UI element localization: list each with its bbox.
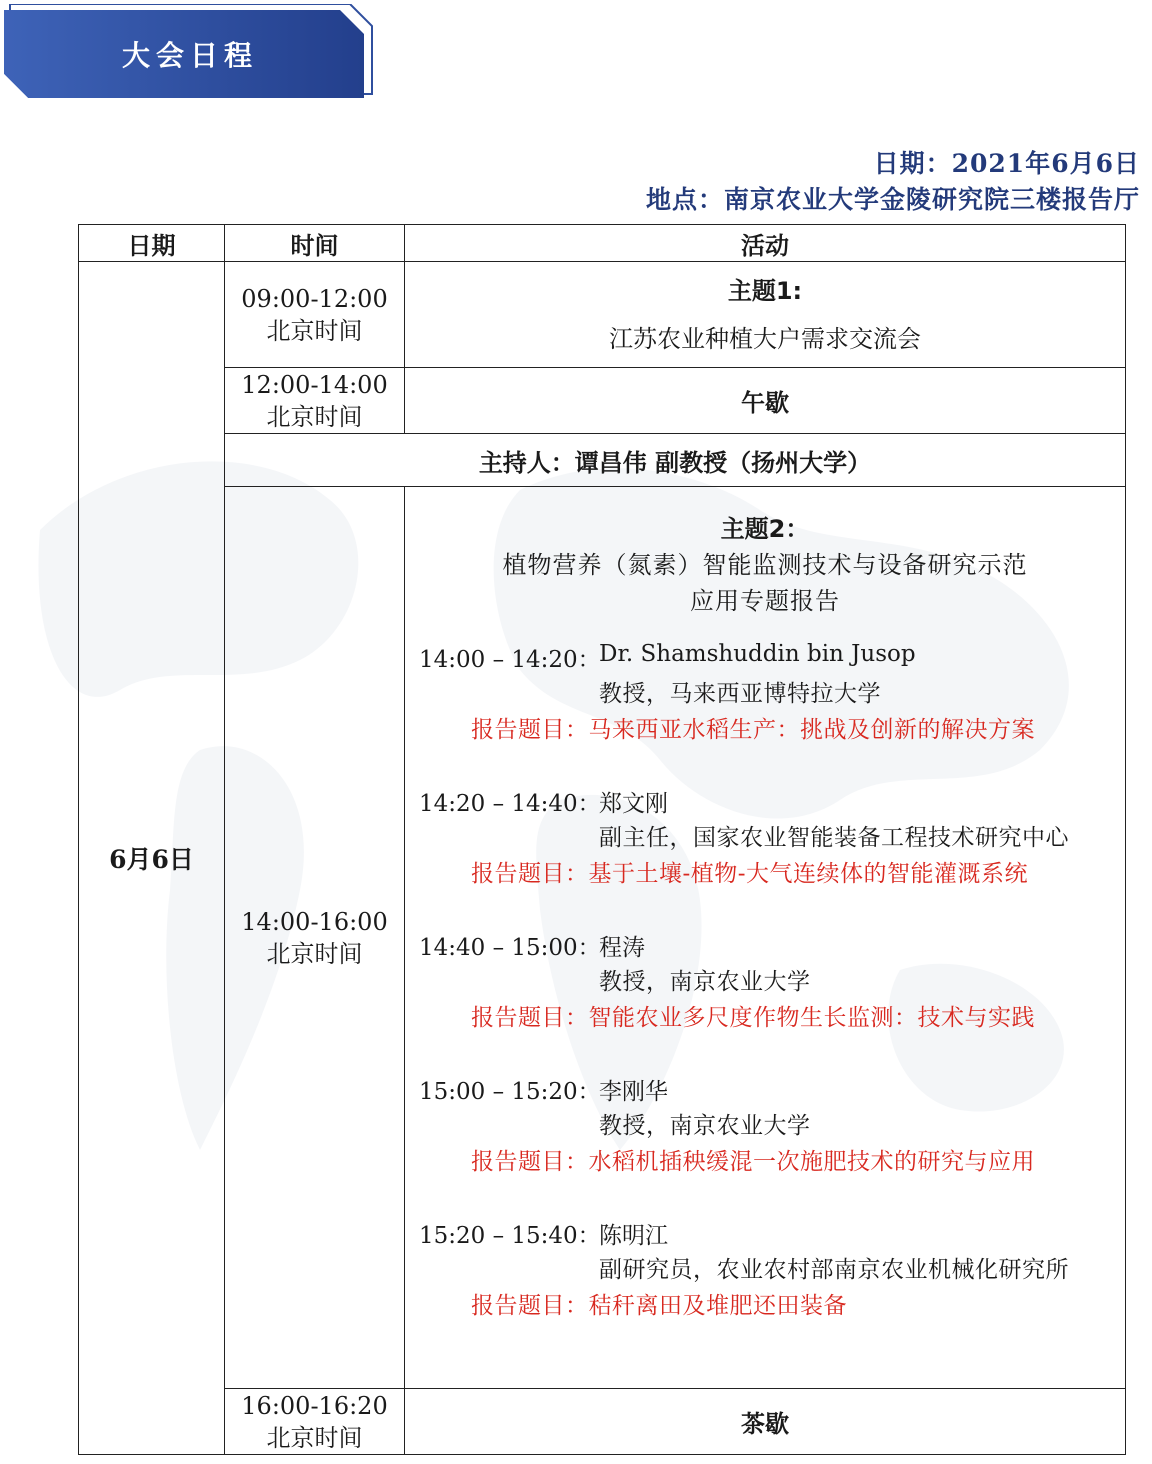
talk-list — [405, 641, 1125, 1361]
header-time: 时间 — [225, 225, 405, 262]
talk-item — [405, 785, 1125, 929]
time-cell — [225, 487, 405, 1389]
talk-affiliation: 副主任，国家农业智能装备工程技术研究中心 — [599, 825, 1069, 851]
theme-2-name-line2: 应用专题报告 — [690, 587, 840, 615]
table-row — [79, 368, 1126, 434]
time-range: 12:00-14:00 — [241, 370, 388, 399]
talk-topic: 报告题目：水稻机插秧缓混一次施肥技术的研究与应用 — [471, 1149, 1035, 1175]
event-date: 日期：2021年6月6日 — [873, 149, 1140, 178]
host-text: 主持人：谭昌伟 副教授（扬州大学） — [225, 434, 1126, 487]
time-range: 09:00-12:00 — [241, 284, 388, 313]
table-row — [79, 487, 1126, 1389]
talk-item — [405, 641, 1125, 785]
banner-title: 大会日程 — [122, 39, 259, 72]
talk-topic: 报告题目：基于土壤-植物-大气连续体的智能灌溉系统 — [471, 861, 1029, 887]
time-zone: 北京时间 — [266, 402, 363, 431]
time-range: 16:00-16:20 — [241, 1391, 388, 1420]
theme-2-block — [405, 511, 1125, 619]
talk-speaker: Dr. Shamshuddin bin Jusop — [599, 641, 916, 667]
session-activity-cell — [405, 487, 1126, 1389]
theme-2-name-line1: 植物营养（氮素）智能监测技术与设备研究示范 — [502, 551, 1028, 579]
table-row — [79, 1389, 1126, 1455]
theme-2-title: 主题2： — [720, 515, 810, 543]
talk-time: 14:40 – 15:00： — [419, 935, 601, 961]
date-cell: 6月6日 — [79, 262, 225, 1455]
talk-affiliation: 副研究员，农业农村部南京农业机械化研究所 — [599, 1257, 1069, 1283]
host-row — [79, 434, 1126, 487]
header-banner — [4, 4, 378, 98]
activity-cell — [405, 262, 1126, 368]
talk-time: 14:00 – 14:20： — [419, 647, 601, 673]
talk-speaker: 程涛 — [599, 935, 645, 961]
time-zone: 北京时间 — [266, 316, 363, 345]
tea-break: 茶歇 — [405, 1389, 1126, 1455]
talk-topic: 报告题目：秸秆离田及堆肥还田装备 — [471, 1293, 847, 1319]
talk-topic: 报告题目：智能农业多尺度作物生长监测：技术与实践 — [471, 1005, 1035, 1031]
time-range: 14:00-16:00 — [241, 907, 388, 936]
talk-time: 15:20 – 15:40： — [419, 1223, 601, 1249]
time-zone: 北京时间 — [266, 939, 363, 968]
talk-item — [405, 1217, 1125, 1361]
header-date: 日期 — [79, 225, 225, 262]
schedule-table — [78, 224, 1126, 1455]
time-cell — [225, 1389, 405, 1455]
talk-time: 14:20 – 14:40： — [419, 791, 601, 817]
time-zone: 北京时间 — [266, 1423, 363, 1452]
theme-1-name: 江苏农业种植大户需求交流会 — [609, 324, 921, 353]
talk-affiliation: 教授，南京农业大学 — [599, 1113, 811, 1139]
lunch-break: 午歇 — [405, 368, 1126, 434]
header-activity: 活动 — [405, 225, 1126, 262]
time-cell — [225, 262, 405, 368]
talk-time: 15:00 – 15:20： — [419, 1079, 601, 1105]
talk-topic: 报告题目：马来西亚水稻生产：挑战及创新的解决方案 — [471, 717, 1035, 743]
event-location: 地点：南京农业大学金陵研究院三楼报告厅 — [645, 185, 1140, 214]
talk-item — [405, 929, 1125, 1073]
talk-affiliation: 教授，马来西亚博特拉大学 — [599, 681, 881, 707]
time-cell — [225, 368, 405, 434]
talk-affiliation: 教授，南京农业大学 — [599, 969, 811, 995]
table-header-row — [79, 225, 1126, 262]
talk-speaker: 郑文刚 — [599, 791, 668, 817]
talk-speaker: 李刚华 — [599, 1079, 668, 1105]
theme-1-title: 主题1: — [727, 276, 803, 305]
talk-item — [405, 1073, 1125, 1217]
table-row — [79, 262, 1126, 368]
talk-speaker: 陈明江 — [599, 1223, 668, 1249]
